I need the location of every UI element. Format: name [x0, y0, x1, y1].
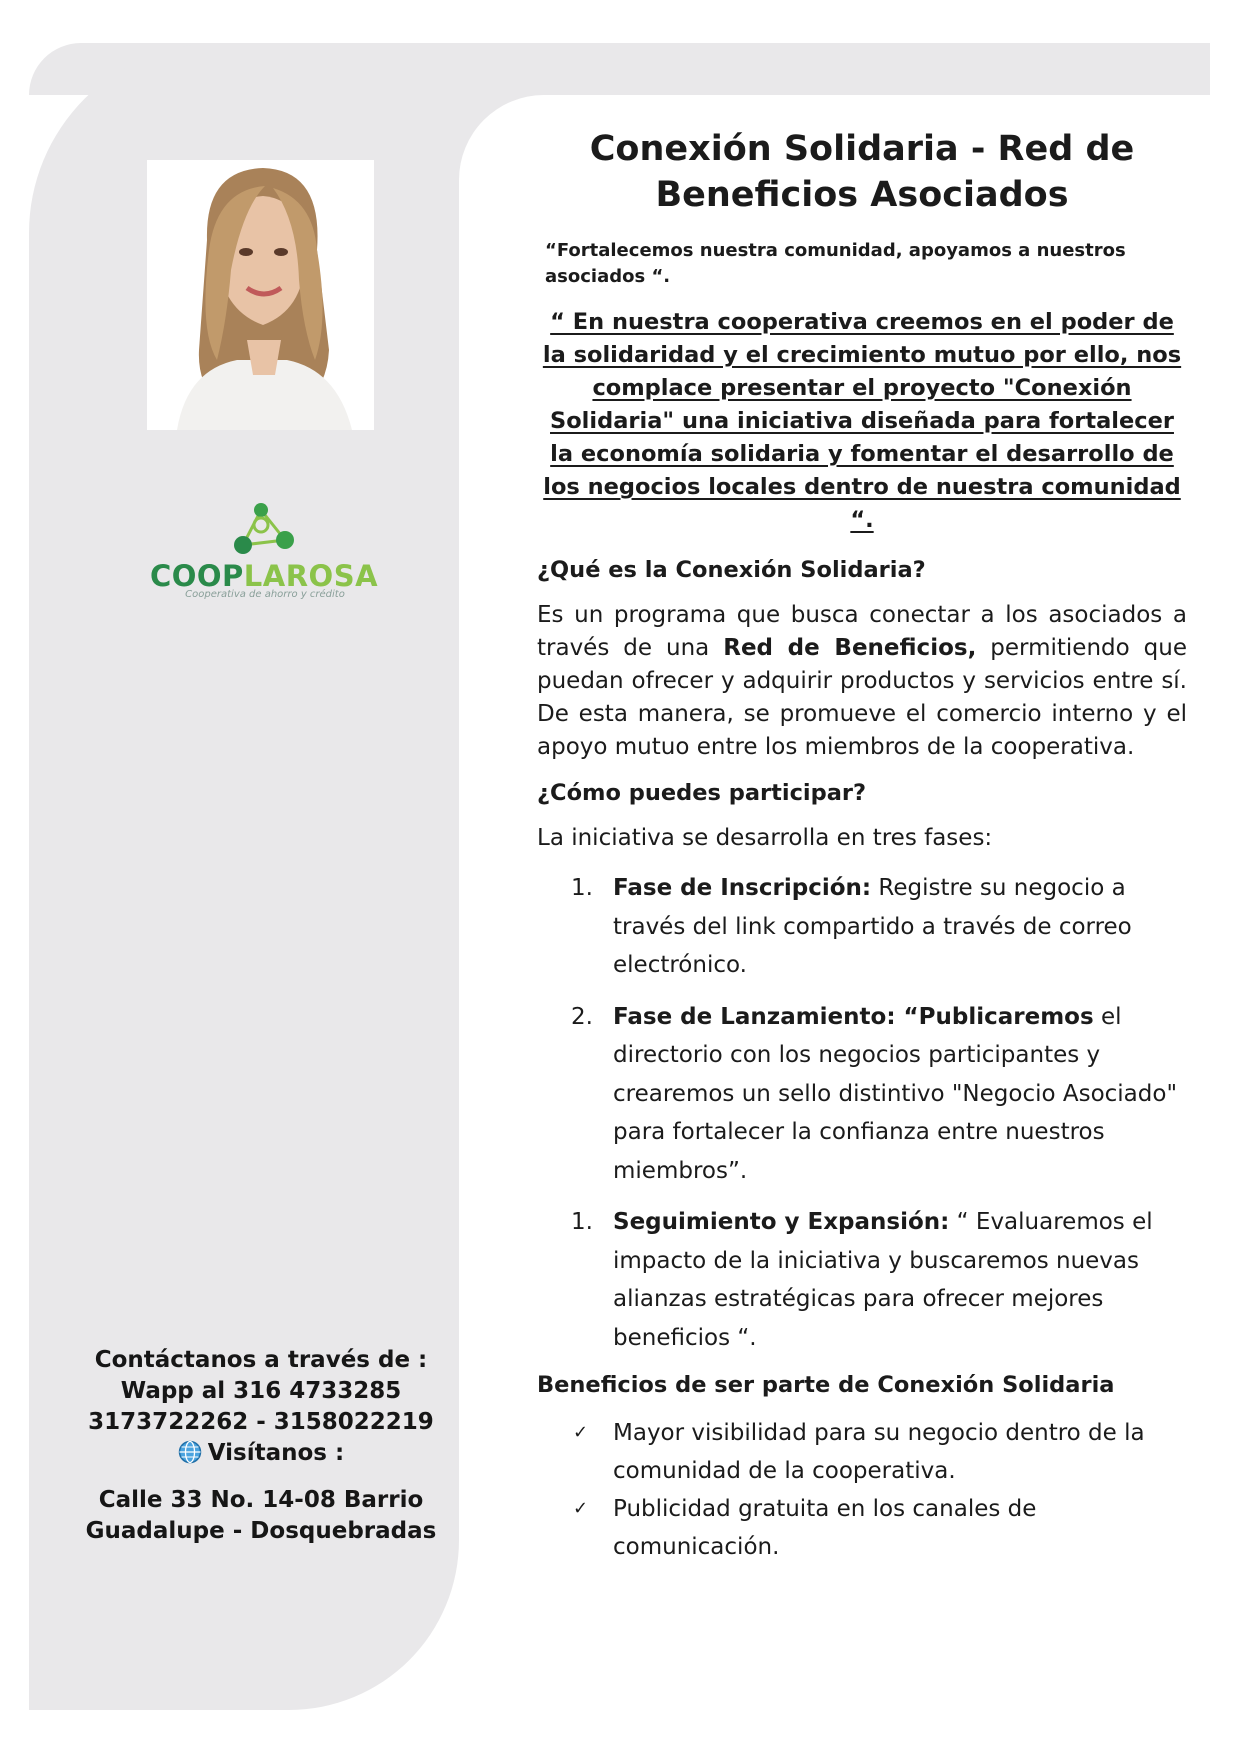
- whatsapp-number: Wapp al 316 4733285: [120, 1378, 402, 1404]
- globe-icon: [178, 1440, 202, 1464]
- how-heading: ¿Cómo puedes participar?: [537, 780, 867, 806]
- phases-list: [537, 869, 1187, 1357]
- list-item: 1. Fase de Inscripción: Registre su negocio a través del link compartido a través de correo electrónico.: [571, 875, 1132, 978]
- checkmark-icon: ✓: [573, 1498, 589, 1519]
- address-line-2: Guadalupe - Dosquebradas: [85, 1518, 437, 1544]
- checkmark-icon: ✓: [573, 1422, 589, 1443]
- benefits-heading: Beneficios de ser parte de Conexión Solidaria: [537, 1372, 1115, 1398]
- list-item: ✓ Mayor visibilidad para su negocio dentro de la comunidad de la cooperativa.: [537, 1414, 1187, 1490]
- slogan: “Fortalecemos nuestra comunidad, apoyamos a nuestros asociados “.: [545, 240, 1126, 287]
- what-paragraph: Es un programa que busca conectar a los asociados a través de una Red de Beneficios, permitiendo que puedan ofrecer y adquirir productos y servicios entre sí. De esta manera, se promueve el comercio interno y el apoyo mutuo entre los miembros de la cooperativa.: [537, 602, 1187, 760]
- page-title: Conexión Solidaria - Red de Beneficios Asociados: [589, 129, 1135, 215]
- list-item: 2. Fase de Lanzamiento: “Publicaremos el directorio con los negocios participantes y crearemos un sello distintivo "Negocio Asociado" para fortalecer la confianza entre nuestros miembros”.: [571, 1003, 1178, 1184]
- phone-numbers: 3173722262 - 3158022219: [88, 1409, 434, 1435]
- what-heading: ¿Qué es la Conexión Solidaria?: [537, 557, 926, 583]
- address-line-1: Calle 33 No. 14-08 Barrio: [98, 1487, 424, 1513]
- benefits-list: [537, 1414, 1187, 1566]
- main-content: [537, 120, 1187, 1566]
- brand-subtitle: Cooperativa de ahorro y crédito: [185, 589, 345, 600]
- brand-name: COOPLAROSA: [149, 559, 379, 593]
- portrait-photo: [147, 160, 374, 430]
- intro-quote: “ En nuestra cooperativa creemos en el poder de la solidaridad y el crecimiento mutuo por ello, nos complace presentar el proyecto "Conexión Solidaria" una iniciativa diseñada para fortalecer la economía solidaria y fomentar el desarrollo de los negocios locales dentro de nuestra comunidad “.: [542, 309, 1182, 533]
- list-item: ✓ Publicidad gratuita en los canales de comunicación.: [537, 1490, 1187, 1566]
- contact-heading: Contáctanos a través de :: [94, 1347, 428, 1373]
- contact-block: [60, 1345, 462, 1547]
- visit-line: Visítanos :: [60, 1438, 462, 1469]
- how-intro: La iniciativa se desarrolla en tres fases:: [537, 825, 993, 851]
- list-item: 1. Seguimiento y Expansión: “ Evaluaremos el impacto de la iniciativa y buscaremos nuevas alianzas estratégicas para ofrecer mejores beneficios “.: [571, 1209, 1153, 1351]
